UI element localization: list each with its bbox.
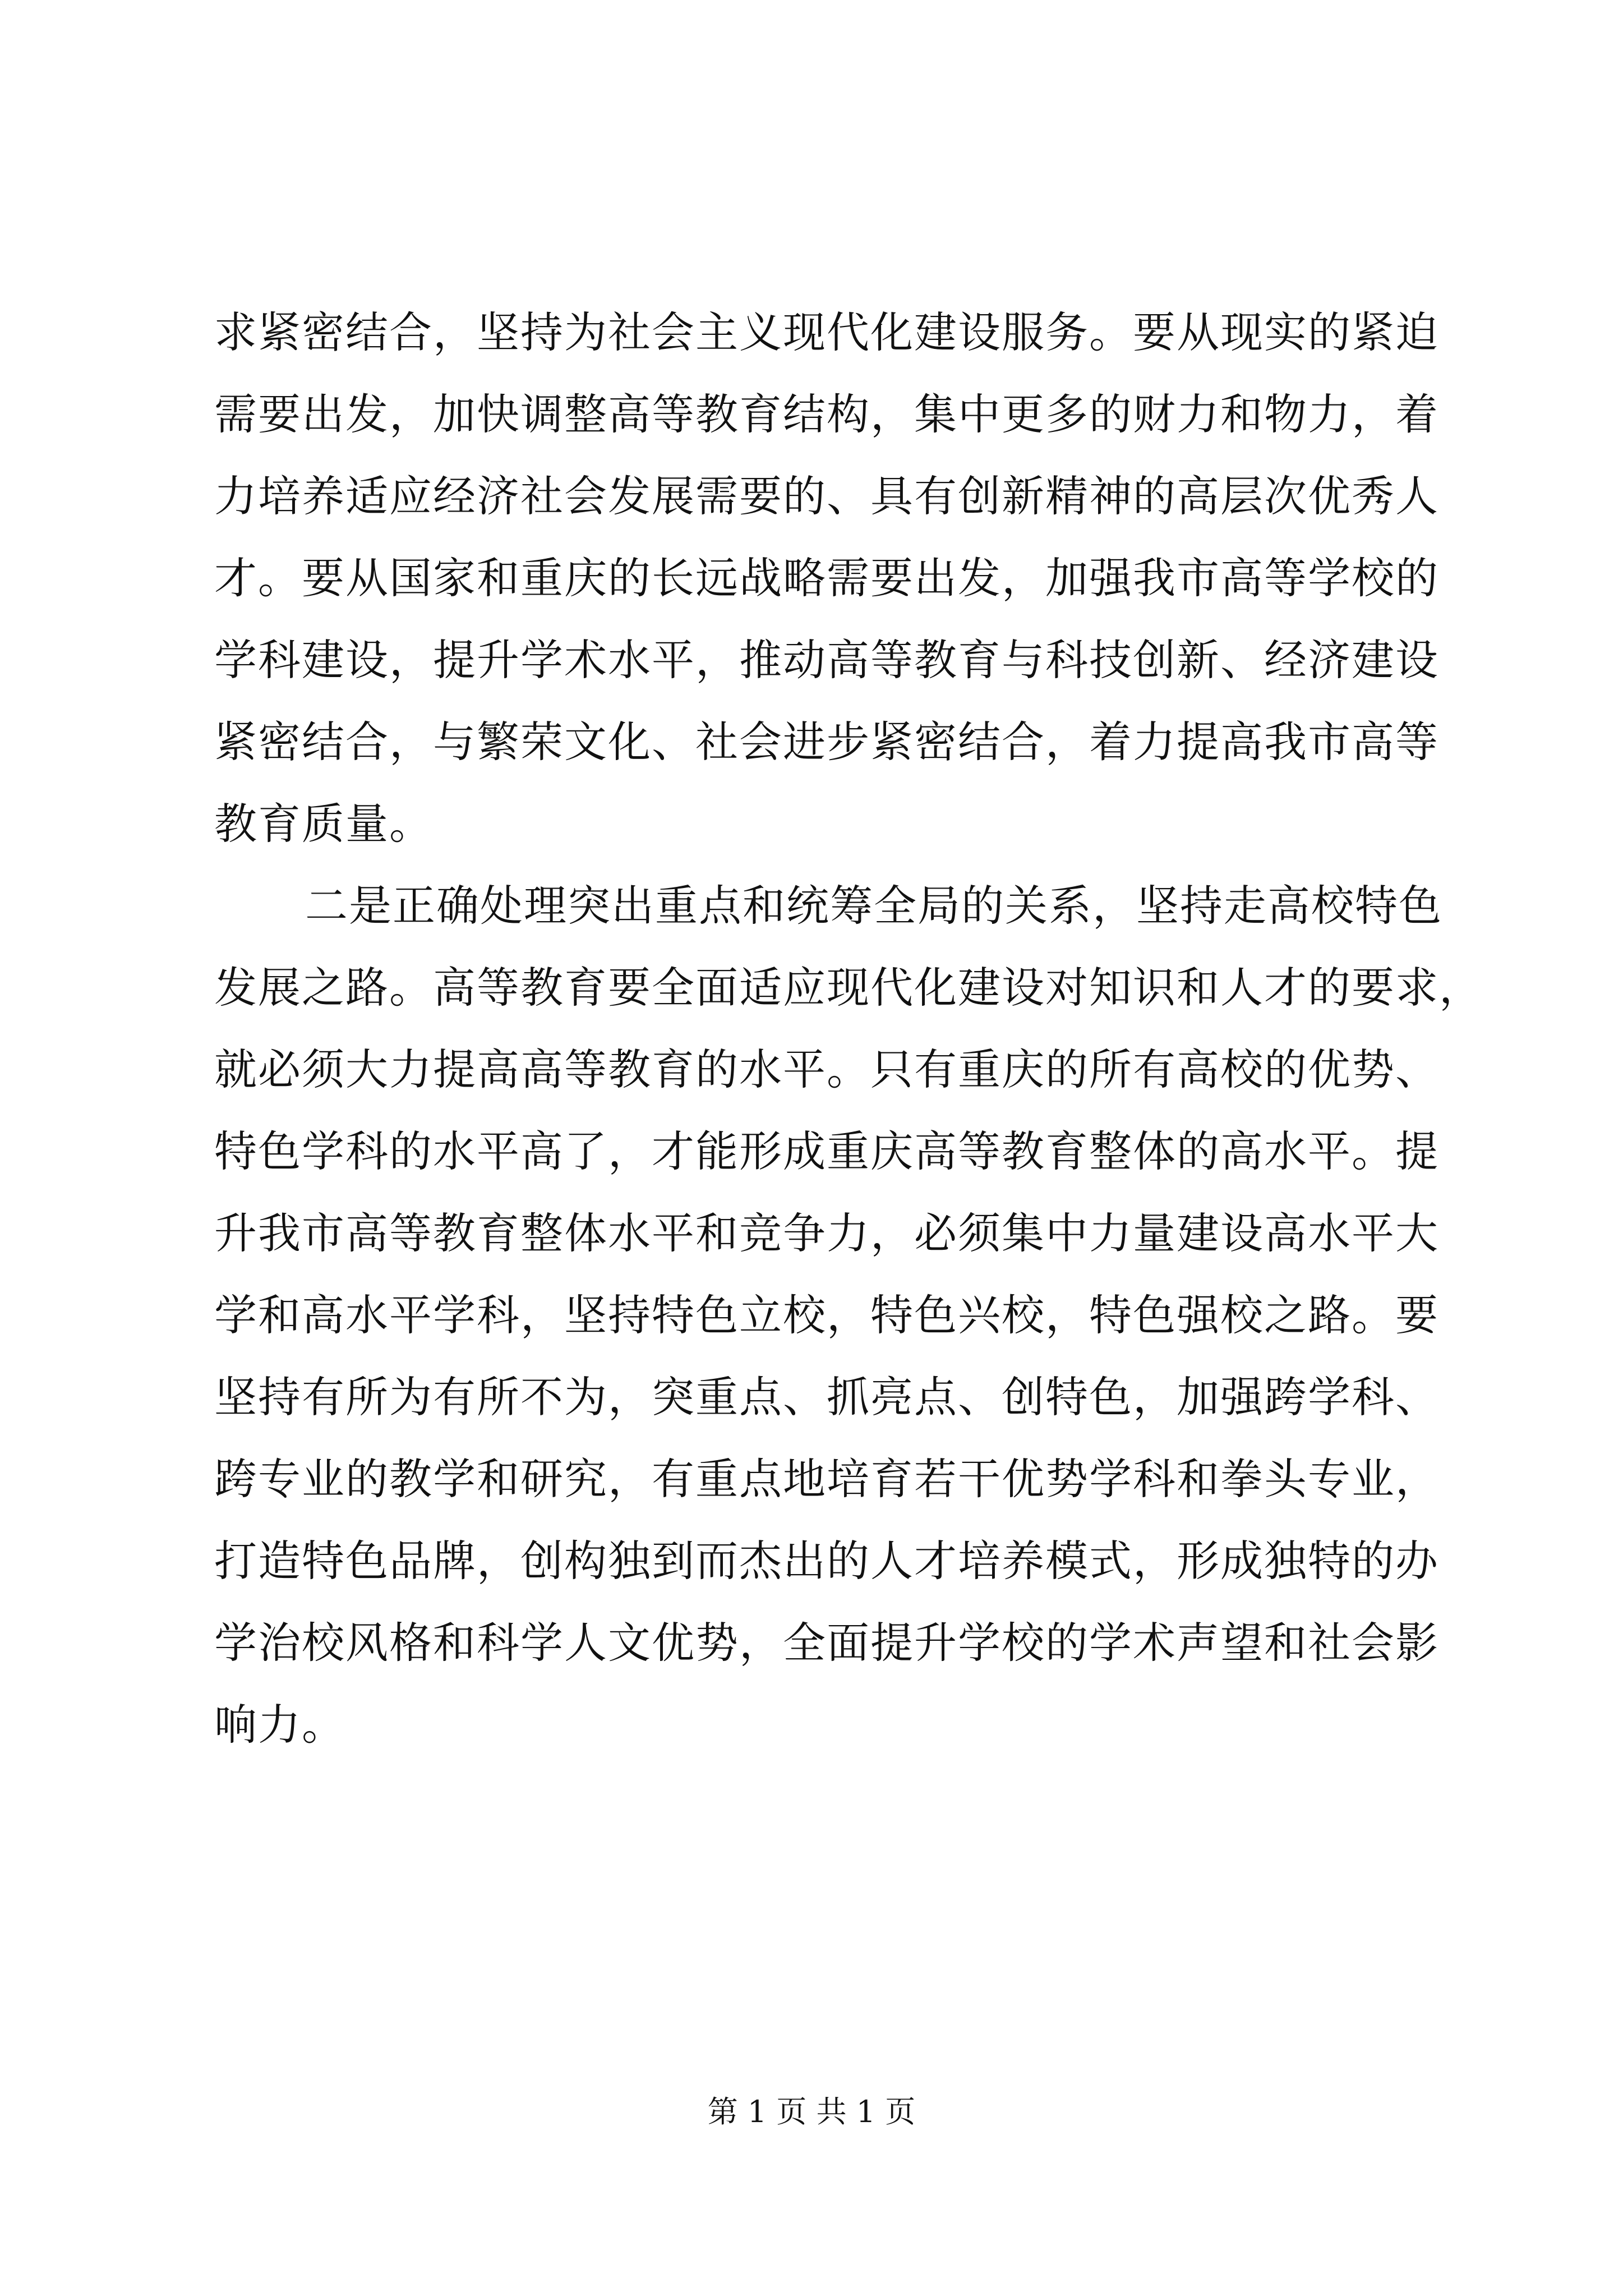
paragraph-1-line-6: 紧密结合，与繁荣文化、社会进步紧密结合，着力提高我市高等 (214, 717, 1439, 767)
paragraph-2-line-10: 学治校风格和科学人文优势，全面提升学校的学术声望和社会影 (214, 1618, 1439, 1668)
paragraph-2-line-3: 就必须大力提高高等教育的水平。只有重庆的所有高校的优势、 (214, 1045, 1439, 1094)
paragraph-2-line-11: 响力。 (214, 1700, 345, 1750)
paragraph-2-line-5: 升我市高等教育整体水平和竞争力，必须集中力量建设高水平大 (214, 1208, 1439, 1258)
paragraph-1-line-3: 力培养适应经济社会发展需要的、具有创新精神的高层次优秀人 (214, 471, 1439, 521)
paragraph-1-line-5: 学科建设，提升学术水平，推动高等教育与科技创新、经济建设 (214, 635, 1439, 685)
paragraph-2-line-4: 特色学科的水平高了，才能形成重庆高等教育整体的高水平。提 (214, 1126, 1439, 1176)
paragraph-2-line-2: 发展之路。高等教育要全面适应现代化建设对知识和人才的要求， (214, 963, 1483, 1013)
paragraph-2-line-9: 打造特色品牌，创构独到而杰出的人才培养模式，形成独特的办 (214, 1536, 1439, 1586)
paragraph-1-line-2: 需要出发，加快调整高等教育结构，集中更多的财力和物力，着 (214, 389, 1439, 439)
paragraph-2-line-1: 二是正确处理突出重点和统筹全局的关系，坚持走高校特色 (305, 881, 1442, 931)
paragraph-2-line-8: 跨专业的教学和研究，有重点地培育若干优势学科和拳头专业， (214, 1454, 1439, 1504)
paragraph-1-line-4: 才。要从国家和重庆的长远战略需要出发，加强我市高等学校的 (214, 553, 1439, 603)
paragraph-2-line-7: 坚持有所为有所不为，突重点、抓亮点、创特色，加强跨学科、 (214, 1372, 1439, 1422)
paragraph-1-line-7: 教育质量。 (214, 799, 433, 849)
paragraph-2-line-6: 学和高水平学科，坚持特色立校，特色兴校，特色强校之路。要 (214, 1290, 1439, 1340)
document-body (214, 292, 1483, 1766)
paragraph-1-line-1: 求紧密结合，坚持为社会主义现代化建设服务。要从现实的紧迫 (214, 307, 1439, 357)
page-number-footer: 第 1 页 共 1 页 (707, 2094, 916, 2129)
